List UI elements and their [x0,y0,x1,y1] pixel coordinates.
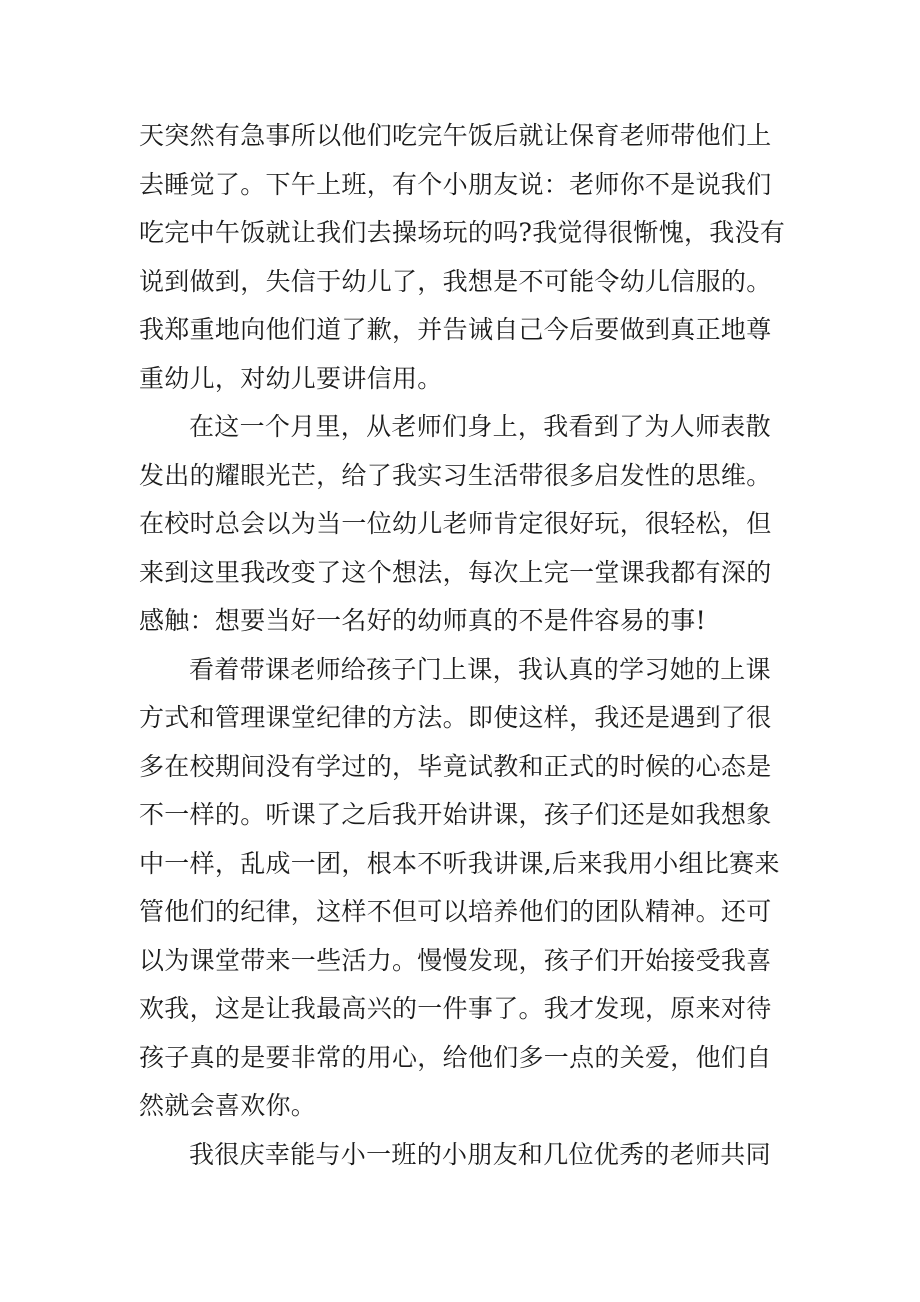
text-line: 管他们的纪律，这样不但可以培养他们的团队精神。还可 [139,897,772,926]
text-line: 以为课堂带来一些活力。慢慢发现，孩子们开始接受我喜 [139,945,772,975]
text-line: 感触：想要当好一名好的幼师真的不是件容易的事! [139,606,706,635]
text-line: 在校时总会以为当一位幼儿老师肯定很好玩，很轻松，但 [139,509,772,538]
text-line: 方式和管理课堂纪律的方法。即使这样，我还是遇到了很 [139,703,772,732]
text-line: 然就会喜欢你。 [139,1091,317,1120]
paragraph-first-line: 我很庆幸能与小一班的小朋友和几位优秀的老师共同 [189,1139,771,1169]
text-line: 多在校期间没有学过的，毕竟试教和正式的时候的心态是 [139,751,772,781]
text-line: 我郑重地向他们道了歉，并告诫自己今后要做到真正地尊 [139,315,772,344]
text-line: 欢我，这是让我最高兴的一件事了。我才发现，原来对待 [139,994,772,1023]
text-line: 天突然有急事所以他们吃完午饭后就让保育老师带他们上 [139,121,772,150]
text-line: 孩子真的是要非常的用心，给他们多一点的关爱，他们自 [139,1042,772,1072]
text-line: 重幼儿，对幼儿要讲信用。 [139,363,443,393]
text-line: 吃完中午饭就让我们去操场玩的吗?我觉得很惭愧，我没有 [139,218,786,247]
text-line: 说到做到，失信于幼儿了，我想是不可能令幼儿信服的。 [139,266,772,296]
paragraph-first-line: 在这一个月里，从老师们身上，我看到了为人师表散 [189,412,771,441]
text-line: 去睡觉了。下午上班，有个小朋友说：老师你不是说我们 [139,169,772,199]
text-line: 不一样的。听课了之后我开始讲课，孩子们还是如我想象 [139,800,772,829]
paragraph-first-line: 看着带课老师给孩子门上课，我认真的学习她的上课 [189,654,771,684]
document-body [139,112,786,1179]
text-line: 中一样，乱成一团，根本不听我讲课,后来我用小组比赛来 [139,848,780,878]
text-line: 发出的耀眼光芒，给了我实习生活带很多启发性的思维。 [139,460,772,490]
text-line: 来到这里我改变了这个想法，每次上完一堂课我都有深的 [139,557,772,587]
